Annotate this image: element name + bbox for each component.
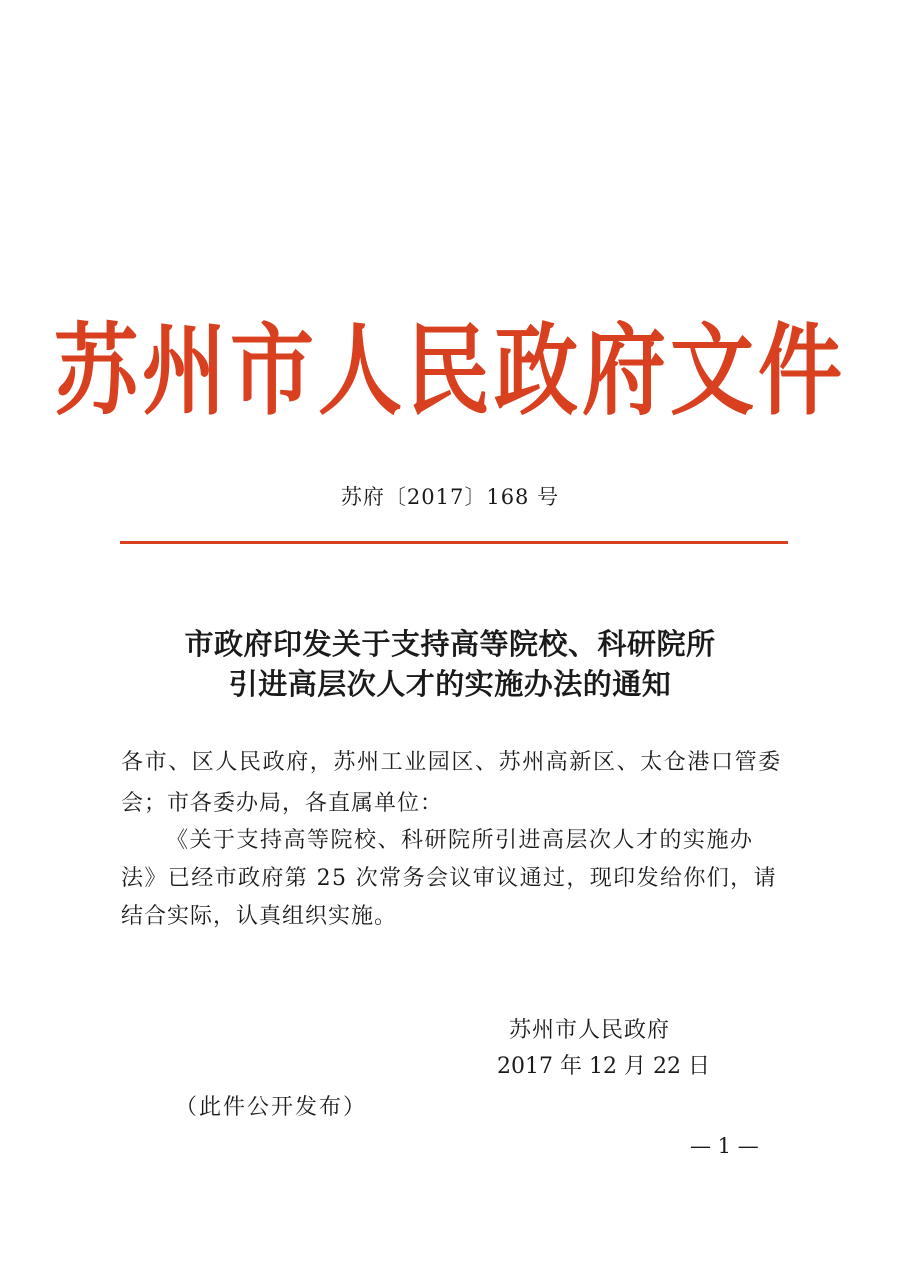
body-paragraph-line-3: 结合实际，认真组织实施。 xyxy=(121,904,398,929)
document-title-line-1: 市政府印发关于支持高等院校、科研院所 xyxy=(184,627,716,661)
red-divider-line xyxy=(120,541,788,544)
addressee-line-1: 各市、区人民政府，苏州工业园区、苏州高新区、太仓港口管委 xyxy=(121,750,782,775)
page-number: — 1 — xyxy=(690,1134,759,1158)
document-number: 苏府〔2017〕168 号 xyxy=(340,485,560,509)
addressee-line-2: 会；市各委办局，各直属单位： xyxy=(121,791,444,816)
body-paragraph-line-2: 法》已经市政府第 25 次常务会议审议通过，现印发给你们，请 xyxy=(121,866,777,891)
issue-date: 2017 年 12 月 22 日 xyxy=(497,1054,710,1079)
body-paragraph-line-1: 《关于支持高等院校、科研院所引进高层次人才的实施办 xyxy=(166,828,754,853)
issuing-authority: 苏州市人民政府 xyxy=(509,1018,671,1043)
document-masthead: 苏州市人民政府文件 xyxy=(53,311,846,429)
publication-note: （此件公开发布） xyxy=(175,1095,368,1120)
document-title-line-2: 引进高层次人才的实施办法的通知 xyxy=(228,667,672,701)
